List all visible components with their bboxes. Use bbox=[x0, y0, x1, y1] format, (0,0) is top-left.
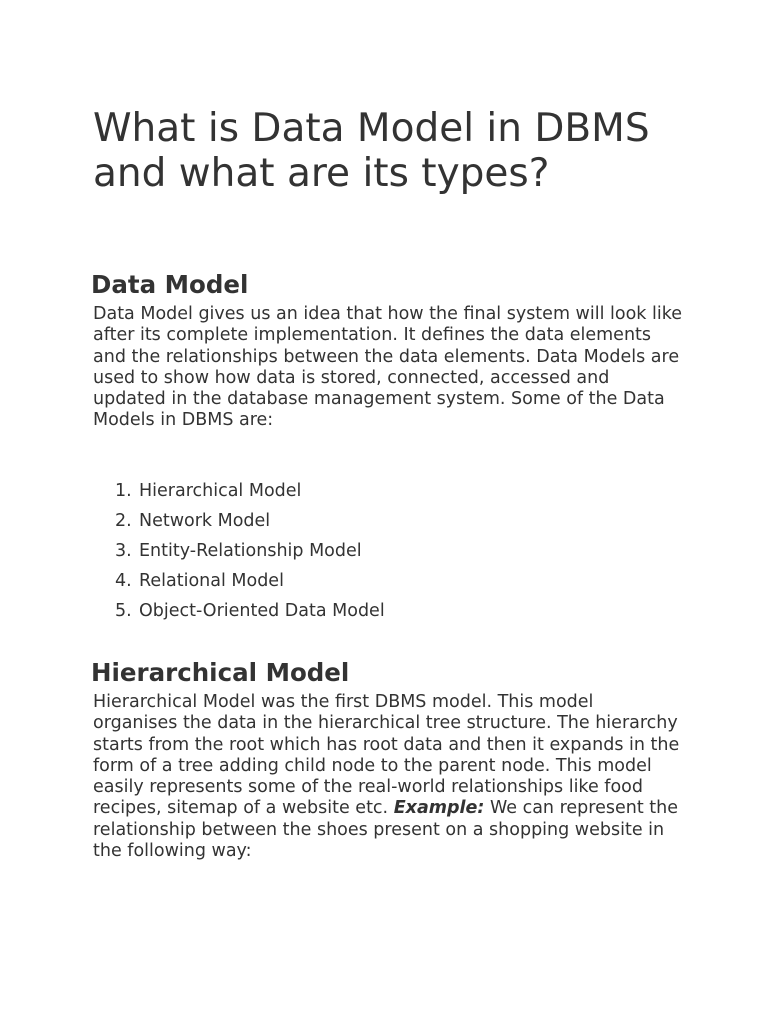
list-item-number: 2. bbox=[115, 511, 132, 531]
list-item-number: 3. bbox=[115, 541, 132, 561]
hierarchical-example-text: We can represent the relationship between the shoes present on a shopping website in the following way: bbox=[93, 798, 678, 862]
data-model-paragraph: Data Model gives us an idea that how the final system will look like after its complete implementation. It defines the data elements and the relationships between the data elements. Data Models are used to show how data is stored, connected, accessed and updated in the database management system. Some of the Data Models in DBMS are: bbox=[93, 304, 682, 431]
example-label: Example: bbox=[393, 798, 485, 819]
hierarchical-body-text: Hierarchical Model was the first DBMS model. This model organises the data in the hierarchical tree structure. The hierarchy starts from the root which has root data and then it expands in the form of a tree adding child node to the parent node. This model easily represents some of the real-world relationships like food recipes, sitemap of a website etc. bbox=[93, 692, 680, 819]
section-heading-data-model: Data Model bbox=[91, 270, 249, 299]
list-item-label: Relational Model bbox=[139, 571, 284, 591]
list-item-label: Hierarchical Model bbox=[139, 481, 302, 501]
list-item-label: Object-Oriented Data Model bbox=[139, 601, 385, 621]
hierarchical-model-paragraph bbox=[93, 692, 683, 862]
list-item-number: 4. bbox=[115, 571, 132, 591]
section-heading-hierarchical-model: Hierarchical Model bbox=[91, 658, 350, 687]
page-title: What is Data Model in DBMS and what are its types? bbox=[93, 106, 650, 196]
list-item-number: 1. bbox=[115, 481, 132, 501]
list-item-label: Network Model bbox=[139, 511, 271, 531]
list-item-label: Entity-Relationship Model bbox=[139, 541, 362, 561]
list-item-number: 5. bbox=[115, 601, 132, 621]
